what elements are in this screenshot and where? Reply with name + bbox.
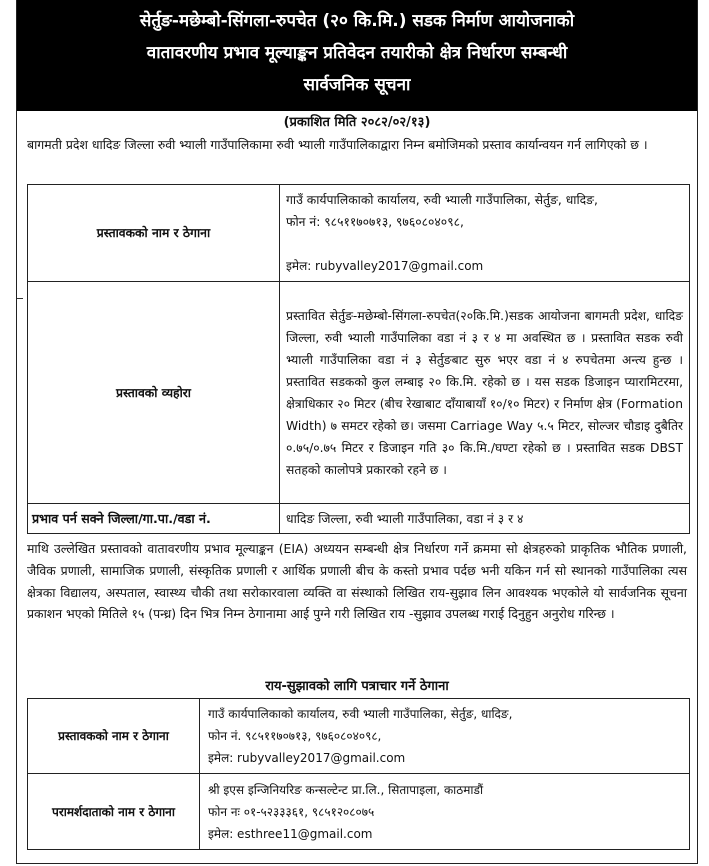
published-date: (प्रकाशित मिति २०८२/०२/१३) bbox=[283, 115, 431, 130]
body-paragraph: माथि उल्लेखित प्रस्तावको वातावरणीय प्रभाव मूल्याङ्कन (EIA) अध्ययन सम्बन्धी क्षेत्र निर्धारण गर्ने क्रममा सो क्षेत्रहरुको प्राकृतिक भौतिक प्रणाली, जैविक प्रणाली, सामाजिक प्रणाली, संस्कृतिक प्रणाली र आर्थिक प्रणाली बीच के कस्तो प्रभाव पर्दछ भनी यकिन गर्न सो स्थानको गाउँपालिका त्यस क्षेत्रका विद्यालय, अस्पताल, स्वास्थ्य चौकी तथा सरोकारवाला व्यक्ति वा संस्थाको लिखित राय-सुझाव लिन आवश्यक भएकोले यो सार्वजनिक सूचना प्रकाशन भएको मितिले १५ (पन्ध्र) दिन भित्र निम्न ठेगानामा आई पुग्ने गरी लिखित राय -सुझाव उपलब्ध गराई दिनुहुन अनुरोध गरिन्छ । bbox=[27, 541, 687, 622]
notice-page bbox=[16, 0, 698, 864]
contact-proposer-label: प्रस्तावकको नाम र ठेगाना bbox=[28, 699, 200, 774]
contact-table bbox=[27, 698, 690, 850]
table-row bbox=[28, 185, 690, 282]
consultant-email: इमेल: esthree11@gmail.com bbox=[208, 826, 373, 841]
table-row bbox=[28, 699, 690, 774]
proposal-description-label: प्रस्तावको व्यहोरा bbox=[28, 282, 280, 504]
consultant-label: परामर्शदाताको नाम र ठेगाना bbox=[28, 774, 200, 850]
proposer-label: प्रस्तावकको नाम र ठेगाना bbox=[28, 185, 280, 282]
table-row bbox=[28, 504, 690, 534]
header-line-1: सेर्तुङ-मछेम्बो-सिंगला-रुपचेत (२० कि.मि.) सडक निर्माण आयोजनाको bbox=[139, 11, 575, 31]
proposal-description-value: प्रस्तावित सेर्तुङ-मछेम्बो-सिंगला-रुपचेत(२०कि.मि.)सडक आयोजना बागमती प्रदेश, धादिङ जिल्ला, रुवी भ्याली गाउँपालिका वडा नं ३ र ४ मा अवस्थित छ । प्रस्तावित सडक रुवी भ्याली गाउँपालिका वडा नं ३ सेर्तुङबाट सुरु भएर वडा नं ४ रुपचेतमा अन्त्य हुन्छ । प्रस्तावित सडकको कुल लम्बाइ २० कि.मि. रहेको छ । यस सडक डिजाइन प्यारामिटरमा, क्षेत्राधिकार २० मिटर (बीच रेखाबाट दाँयाबायाँ १०/१० मिटर) र निर्माण क्षेत्र (Formation Width) ७ समटर रहेको छ। जसमा Carriage Way ५.५ मिटर, सोल्जर चौडाइ दुबैतिर ०.७५/०.७५ मिटर र डिजाइन गति ३० कि.मि./घण्टा रहेको छ । प्रस्तावित सडक DBST सतहको कालोपत्रे प्रकारको रहने छ । bbox=[280, 282, 690, 504]
consultant-value bbox=[200, 774, 690, 850]
table-row bbox=[28, 282, 690, 504]
affected-area-label: प्रभाव पर्न सक्ने जिल्ला/गा.पा./वडा नं. bbox=[28, 504, 280, 534]
proposer-email: इमेल: rubyvalley2017@gmail.com bbox=[286, 259, 484, 273]
consultant-phone: फोन नः ०१-५२३३३६१, ९८५१२०८०७५ bbox=[208, 804, 375, 819]
contact-proposer-value bbox=[200, 699, 690, 774]
contact-proposer-phone: फोन नं. ९८५११७०७१३, ९७६०८०४०९८, bbox=[208, 729, 382, 743]
intro-paragraph: बागमती प्रदेश धादिङ जिल्ला रुवी भ्याली गाउँपालिकामा रुवी भ्याली गाउँपालिकाद्वारा निम्न बमोजिमको प्रस्ताव कार्यान्वयन गर्न लागिएको छ । bbox=[27, 137, 648, 152]
proposer-phone: फोन नं: ९८५११७०७१३, ९७६०८०४०९८, bbox=[286, 215, 464, 229]
header-line-3: सार्वजनिक सूचना bbox=[303, 75, 411, 95]
contact-proposer-email: इमेल: rubyvalley2017@gmail.com bbox=[208, 751, 406, 765]
proposal-table bbox=[27, 184, 690, 534]
affected-area-value: धादिङ जिल्ला, रुवी भ्याली गाउँपालिका, वडा नं ३ र ४ bbox=[280, 504, 690, 534]
contact-heading: राय-सुझावको लागि पत्राचार गर्ने ठेगाना bbox=[265, 679, 449, 694]
table-row bbox=[28, 774, 690, 850]
contact-proposer-address: गाउँ कार्यपालिकाको कार्यालय, रुवी भ्याली गाउँपालिका, सेर्तुङ, धादिङ, bbox=[208, 707, 513, 721]
notice-header bbox=[17, 0, 697, 111]
consultant-address: श्री इएस इन्जिनियरिङ कन्सल्टेन्ट प्रा.लि., सितापाइला, काठमाडौं bbox=[208, 782, 484, 797]
proposer-value bbox=[280, 185, 690, 282]
margin-tick bbox=[17, 298, 23, 299]
proposer-address: गाउँ कार्यपालिकाको कार्यालय, रुवी भ्याली गाउँपालिका, सेर्तुङ, धादिङ, bbox=[286, 193, 598, 207]
header-line-2: वातावरणीय प्रभाव मूल्याङ्कन प्रतिवेदन तयारीको क्षेत्र निर्धारण सम्बन्धी bbox=[146, 43, 568, 63]
